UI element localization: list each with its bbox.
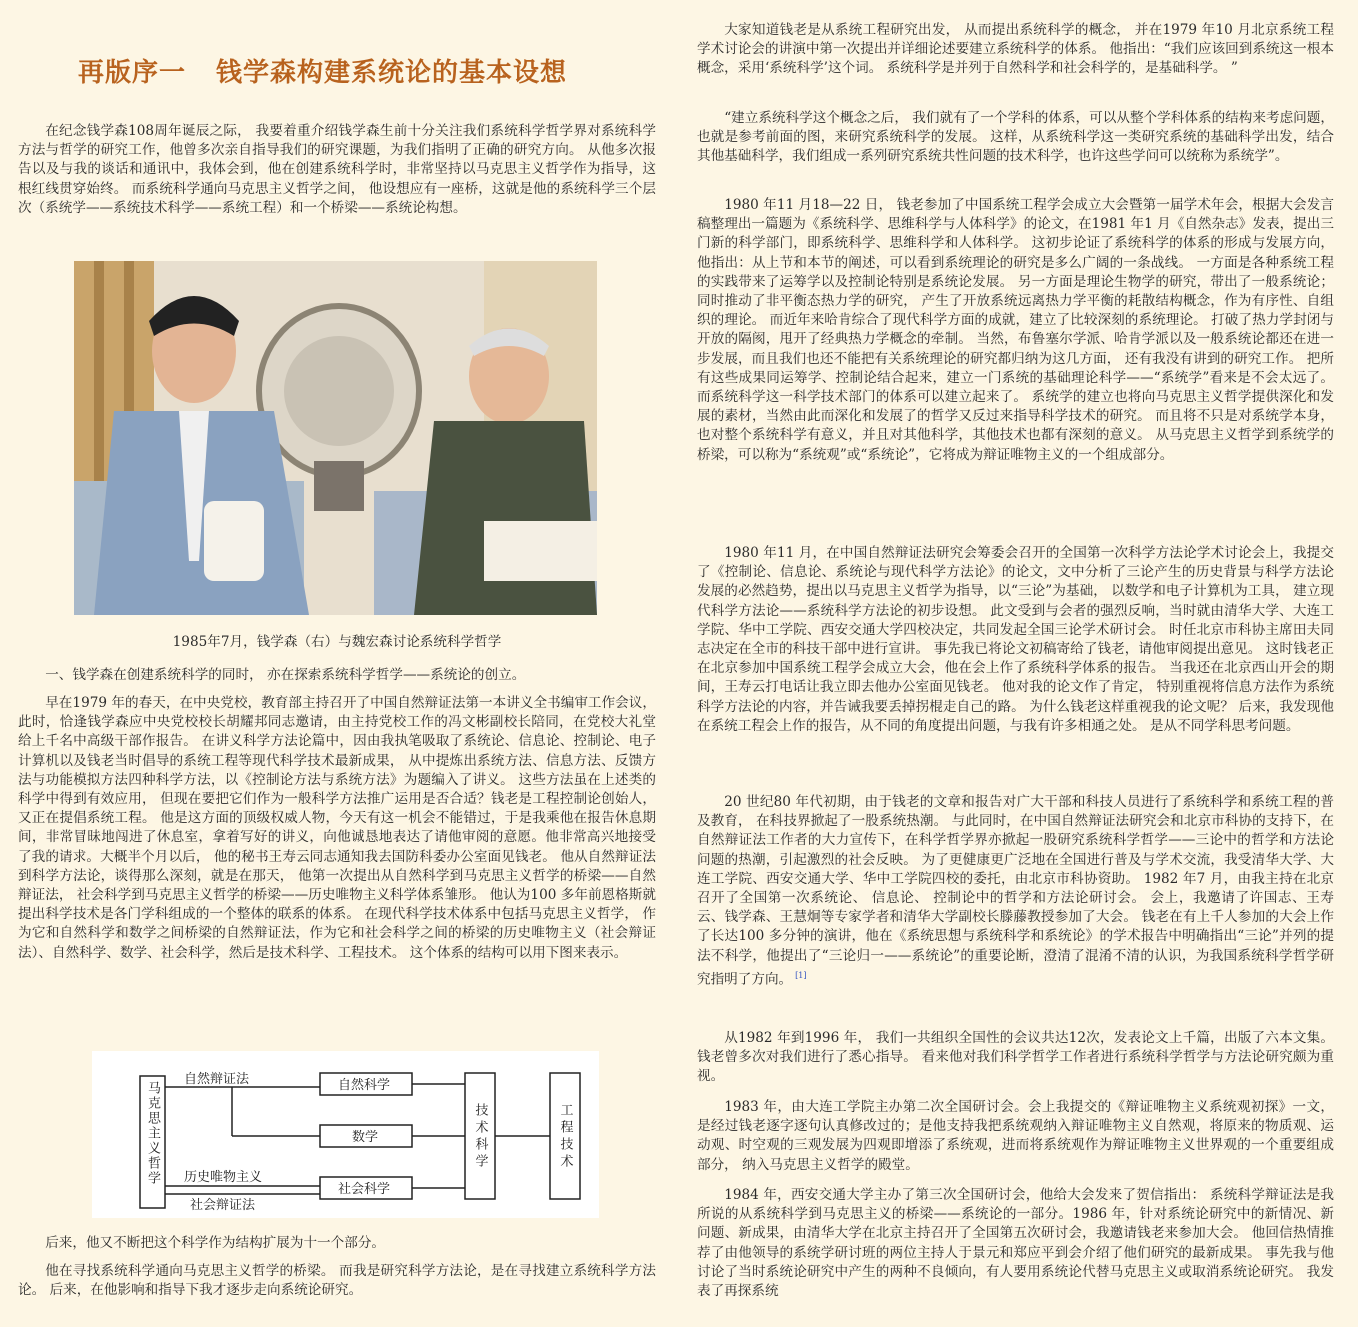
diagram-social-dialectics: 社会辩证法 <box>190 1198 256 1213</box>
right-paragraph-4: 1980 年11 月，在中国自然辩证法研究会筹委会召开的全国第一次科学方法论学术讨论会上，我提交了《控制论、信息论、系统论与现代科学方法论》的论文，文中分析了三论产生的历史背景与科学方法论发展的必然趋势，提出以马克思主义哲学为指导，以“三论”为基础， 以数学和电子计算机为工具， 建立现代科学方法论——系统科学方法论的初步设想。 此文受到与会者的强烈反响，当时就由清华大学、大连工学院、华中工学院、西安交通大学四校决定，共同发起全国三论学术研讨会。 时任北京市科协主席田夫同志决定在全市的科技干部中进行宣讲。 事先我已将论文初稿寄给了钱老，请他审阅提出意见。 这时钱老正在北京参加中国系统工程学会成立大会，他在会上作了系统科学体系的报告。 当我还在北京西山开会的期间，王寿云打电话让我立即去他办公室面见钱老。 他对我的论文作了肯定， 特别重视将信息方法作为系统科学方法论的内容，并告诫我要丢掉拐棍走自己的路。 为什么钱老这样重视我的论文呢？ 后来，我发现他在系统工程会上作的报告，从不同的角度提出问题，与我有许多相通之处。 是从不同学科思考问题。 <box>697 545 1334 734</box>
diagram-historical-materialism: 历史唯物主义 <box>184 1170 263 1185</box>
science-system-diagram <box>92 1051 599 1218</box>
left-paragraph-4: 后来，他又不断把这个科学作为结构扩展为十一个部分。 <box>45 1235 386 1251</box>
title-part1: 再版序一 <box>78 58 187 88</box>
right-paragraph-1: 大家知道钱老是从系统工程研究出发， 从而提出系统科学的概念， 并在1979 年10 月北京系统工程学术讨论会的讲演中第一次提出并详细论述要建立系统科学的体系。 他指出：“我们应该回到系统这一根本概念，采用‘系统科学’这个词。 系统科学是并列于自然科学和社会科学的，是基础科学。 ” <box>697 22 1334 77</box>
left-paragraph-3: 早在1979 年的春天，在中央党校，教育部主持召开了中国自然辩证法第一本讲义全书编审工作会议，此时，恰逢钱学森应中央党校校长胡耀邦同志邀请，由主持党校工作的冯文彬副校长陪同，在党校大礼堂给上千名中高级干部作报告。 在讲义科学方法论篇中，因由我执笔吸取了系统论、信息论、控制论、电子计算机以及钱老当时倡导的系统工程等现代科学技术最新成果， 从中提炼出系统方法、信息方法、反馈方法与功能模拟方法四种科学方法，以《控制论方法与系统方法》为题编入了讲义。 这些方法虽在上述类的科学中得到有效应用， 但现在要把它们作为一般科学方法推广运用是否合适？钱老是工程控制论创始人，又正在提倡系统工程。 他是这方面的顶级权威人物，今天有这一机会不能错过，于是我乘他在报告休息期间，非常冒昧地闯进了休息室，拿着写好的讲义，向他诚恳地表达了请他审阅的意愿。他非常高兴地接受了我的请求。大概半个月以后， 他的秘书王寿云同志通知我去国防科委办公室面见钱老。 他从自然辩证法到科学方法论，谈得那么深刻，就是在那天， 他第一次提出从自然科学到马克思主义哲学的桥梁——自然辩证法， 社会科学到马克思主义哲学的桥梁——历史唯物主义科学体系雏形。 他认为100 多年前恩格斯就提出科学技术是各门学科组成的一个整体的联系的体系。 在现代科学技术体系中包括马克思主义哲学， 作为它和自然科学和数学之间桥梁的自然辩证法，作为它和社会科学之间的桥梁的历史唯物主义（社会辩证法）、自然科学、数学、社会科学，然后是技术科学、工程技术。 这个体系的结构可以用下图来表示。 <box>18 695 656 961</box>
page-title <box>78 52 567 89</box>
diagram-natural-science: 自然科学 <box>338 1078 391 1093</box>
photo-illustration <box>74 261 597 615</box>
left-paragraph-5: 他在寻找系统科学通向马克思主义哲学的桥梁。 而我是研究科学方法论，是在寻找建立系统科学方法论。 后来，在他影响和指导下我才逐步走向系统论研究。 <box>18 1263 656 1299</box>
diagram-math: 数学 <box>352 1130 379 1145</box>
right-paragraph-8: 1984 年，西安交通大学主办了第三次全国研讨会，他给大会发来了贺信指出： 系统科学辩证法是我所说的从系统科学到马克思主义的桥梁——系统论的一部分。1986 年，针对系统论研究中的新情况、新问题、新成果，由清华大学在北京主持召开了全国第五次研讨会，我邀请钱老来参加大会。 他回信热情推荐了由他领导的系统学研讨班的两位主持人于景元和郑应平到会介绍了他们研究的最新成果。 事先我与他讨论了当时系统论研究中产生的两种不良倾向，有人要用系统论代替马克思主义或取消系统论研究。 我发表了再探系统 <box>697 1187 1334 1300</box>
photo <box>74 261 597 615</box>
right-paragraph-6: 从1982 年到1996 年， 我们一共组织全国性的会议共达12次，发表论文上千篇，出版了六本文集。 钱老曾多次对我们进行了悉心指导。 看来他对我们科学哲学工作者进行系统科学哲学与方法论研究颇为重视。 <box>697 1030 1334 1085</box>
right-paragraph-7: 1983 年，由大连工学院主办第二次全国研讨会。会上我提交的《辩证唯物主义系统观初探》一文，是经过钱老逐字逐句认真修改过的；是他支持我把系统观纳入辩证唯物主义自然观，将原来的物质观、运动观、时空观的三观发展为四观即增添了系统观，进而将系统观作为辩证唯物主义世界观的一个重要组成部分， 纳入马克思主义哲学的殿堂。 <box>697 1099 1334 1173</box>
diagram-tech-science: 技术科学 <box>472 1103 488 1171</box>
diagram-natural-dialectics: 自然辩证法 <box>184 1072 250 1087</box>
right-paragraph-3: 1980 年11 月18—22 日， 钱老参加了中国系统工程学会成立大会暨第一届学术年会，根据大会发言稿整理出一篇题为《系统科学、思维科学与人体科学》的论文，在1981 年1 月《自然杂志》发表，提出三门新的科学部门，即系统科学、思维科学和人体科学。 这初步论证了系统科学的体系的形成与发展方向，他指出：从上节和本节的阐述，可以看到系统理论的研究是多么广阔的一条战线。 一方面是各种系统工程的实践带来了运筹学以及控制论特别是系统论发展。 另一方面是理论生物学的研究，带出了一般系统论；同时推动了非平衡态热力学的研究， 产生了开放系统远离热力学平衡的耗散结构概念，作为有序性、自组织的理论。 而近年来哈肯综合了现代科学方面的成就，建立了比较深刻的系统理论。 打破了热力学封闭与开放的隔阂，甩开了经典热力学概念的牵制。 当然，布鲁塞尔学派、哈肯学派以及一般系统论都还在进一步发展，而且我们也还不能把有关系统理论的研究都归纳为这几方面， 还有我没有讲到的研究工作。 把所有这些成果同运筹学、控制论结合起来，建立一门系统的基础理论科学——“系统学”看来是不会太远了。 而系统科学这一科学技术部门的体系可以建立起来了。 系统学的建立也将向马克思主义哲学提供深化和发展的素材，当然由此而深化和发展了的哲学又反过来指导科学技术的研究。 而且将不只是对系统学本身，也对整个系统科学有意义，并且对其他科学，其他技术也都有深刻的意义。 从马克思主义哲学到系统学的桥梁，可以称为“系统观”或“系统论”，它将成为辩证唯物主义的一个组成部分。 <box>697 197 1334 463</box>
diagram-engineering: 工程技术 <box>557 1103 573 1171</box>
diagram-marxism: 马克思主义哲学 <box>145 1081 160 1186</box>
photo-caption: 1985年7月，钱学森（右）与魏宏森讨论系统科学哲学 <box>172 634 502 650</box>
footnote-marker[interactable]: [1] <box>795 970 807 980</box>
right-paragraph-2: “建立系统科学这个概念之后， 我们就有了一个学科的体系，可以从整个学科体系的结构来考虑问题，也就是参考前面的图，来研究系统科学的发展。 这样，从系统科学这一类研究系统的基础科学出发，结合其他基础科学，我们组成一系列研究系统共性问题的技术科学，也许这些学问可以统称为系统学”。 <box>697 110 1334 165</box>
title-part2: 钱学森构建系统论的基本设想 <box>216 58 568 88</box>
diagram-social-science: 社会科学 <box>338 1182 391 1197</box>
left-paragraph-1: 在纪念钱学森108周年诞辰之际， 我要着重介绍钱学森生前十分关注我们系统科学哲学界对系统科学方法与哲学的研究工作，他曾多次亲自指导我们的研究课题，为我们指明了正确的研究方向。 从他多次报告以及与我的谈话和通讯中，我体会到，他在创建系统科学时，非常坚持以马克思主义哲学作为指导，这根红线贯穿始终。 而系统科学通向马克思主义哲学之间， 他设想应有一座桥，这就是他的系统科学三个层次（系统学——系统技术科学——系统工程）和一个桥梁——系统论构想。 <box>18 123 656 216</box>
right-paragraph-5: 20 世纪80 年代初期，由于钱老的文章和报告对广大干部和科技人员进行了系统科学和系统工程的普及教育， 在科技界掀起了一股系统热潮。 与此同时，在中国自然辩证法研究会和北京市科协的支持下，在自然辩证法工作者的大力宣传下，在科学哲学界亦掀起一股研究系统科学哲学——三论中的哲学和方法论问题的热潮，引起激烈的社会反映。 为了更健康更广泛地在全国进行普及与学术交流，我受清华大学、大连工学院、西安交通大学、华中工学院四校的委托，由北京市科协资助。 1982 年7 月，由我主持在北京召开了全国第一次系统论、 信息论、 控制论中的哲学和方法论研讨会。 会上，我邀请了许国志、王寿云、钱学森、王慧炯等专家学者和清华大学副校长滕藤教授参加了大会。 钱老在有上千人参加的大会上作了长达100 多分钟的演讲，他在《系统思想与系统科学和系统论》的学术报告中明确指出“三论”并列的提法不科学，他提出了“三论归一——系统论”的重要论断，澄清了混淆不清的认识，为我国系统科学哲学研究指明了方向。 [1] <box>697 794 1334 988</box>
left-paragraph-2: 一、钱学森在创建系统科学的同时， 亦在探索系统科学哲学——系统论的创立。 <box>45 667 526 683</box>
